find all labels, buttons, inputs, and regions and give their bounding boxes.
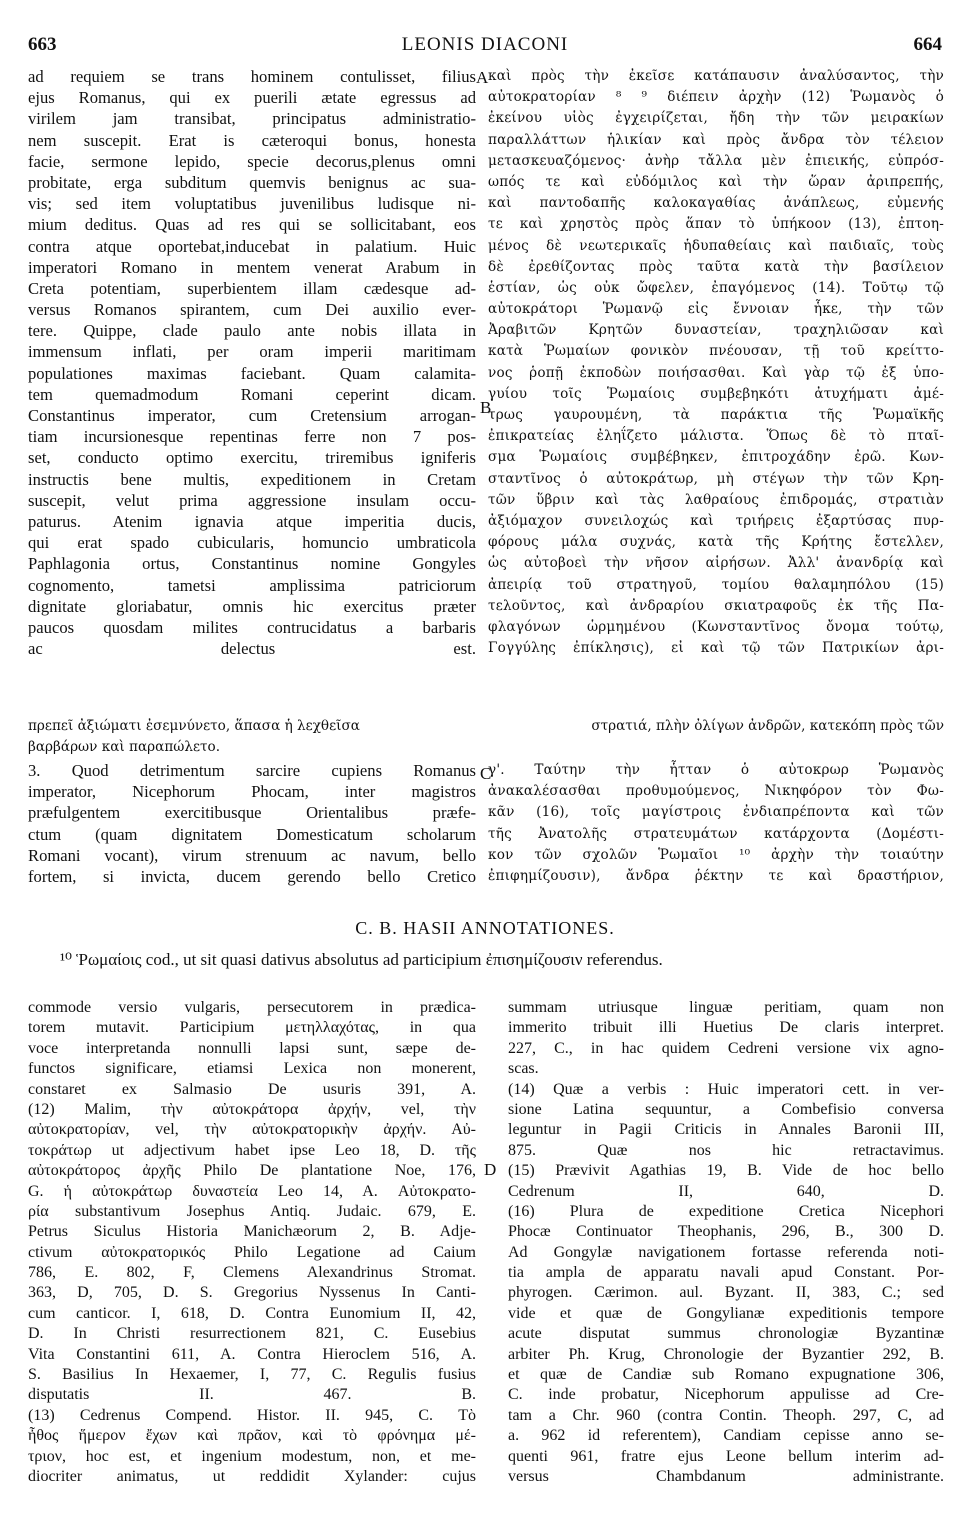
- greek-line: φλαγόνων ὡρμημένου (Κωνσταντῖνος ὄνομα τούτῳ,: [488, 618, 944, 635]
- latin-line: dignitate gloriabatur, omnis hic exercitus præter: [28, 596, 476, 616]
- latin-line: populationes maximas faciebant. Quam calamita-: [28, 363, 476, 383]
- annotation-line: Cedrenum II, 640, D.: [508, 1182, 944, 1200]
- latin-line: mium deditus. Quas ad res qui se sollicitabant, eos: [28, 215, 476, 235]
- greek-line: μετασκευαζόμενος· ἀνὴρ τἄλλα μὲν ἐπιεικής, εὐπρόσ-: [488, 152, 944, 169]
- margin-letter-c: C: [480, 764, 492, 783]
- annotation-line: (13) Cedrenus Compend. Histor. II. 945, C. Τὸ: [28, 1406, 476, 1424]
- greek-line: γυίου τοῖς Ῥωμαίοις συμβεβηκότι ἀτυχήματι ἀμέ-: [488, 385, 944, 402]
- latin-line: paucos quosdam milites contrucidatus a barbaris: [28, 617, 476, 637]
- page-header: [28, 32, 942, 58]
- greek-line: ὡς αὐτοβοεὶ τὴν νῆσον αἱρήσων. Ἀλλ' ἀνανδρίᾳ καὶ: [488, 555, 944, 572]
- annotation-line: a. 962 id referentem), Candiam cepisse anno se-: [508, 1427, 944, 1445]
- latin-column-section-3: [28, 760, 476, 887]
- annotation-line: torem mutavit. Participium μετηλλαχότας, in qua: [28, 1019, 476, 1037]
- annotation-line: ρία substantivum Josephus Antiq. Judaic. 679, E.: [28, 1202, 476, 1220]
- margin-letter-a: A: [476, 68, 489, 87]
- greek-line: τελοῦντος, καὶ ἀνδραρίου σκιατραφοῦς ἐκ τῆς Πα-: [488, 597, 944, 614]
- annotations-heading: C. B. HASII ANNOTATIONES.: [355, 918, 615, 938]
- annotation-line: cum canticor. I, 618, D. Contra Eunomium II, 42,: [28, 1304, 476, 1322]
- latin-line: cognomento, tametsi amplissima patriciorum: [28, 575, 476, 595]
- latin-line: vis; sed item voluptatibus juvenilibus ludisque ni-: [28, 194, 476, 214]
- annotation-line: quenti 961, fratre ejus Leone bellum interim ad-: [508, 1447, 944, 1465]
- latin-line: imperator, Nicephorum Phocam, inter magistros: [28, 782, 476, 802]
- greek-line: αὐτοκρατορίαν ⁸ ⁹ διέπειν ἀρχὴν (12) Ῥωμανὸς ὁ: [488, 89, 944, 106]
- annotation-line: sione Latina sequuntur, a Combefisio conversa: [508, 1100, 944, 1118]
- annotation-line: Vita Constantini 611, A. Contra Hieroclem 516, A.: [28, 1345, 476, 1363]
- annotation-line: 786, E. 802, F, Clemens Alexandrinus Stromat.: [28, 1264, 476, 1282]
- annotation-line: scas.: [508, 1060, 539, 1078]
- greek-column: [488, 66, 944, 659]
- latin-line: ctum (quam dignitatem Domesticatum scholarum: [28, 824, 476, 844]
- annotation-line: τοκράτωρ ut adjectivum habet ipse Leo 18, D. τῆς: [28, 1141, 476, 1159]
- annotation-line: leguntur in Pagii Criticis in Annales Baronii III,: [508, 1121, 944, 1139]
- left-page-number: 663: [28, 34, 57, 55]
- annotation-line: immerito tribuit illi Huetius De claris interpret.: [508, 1019, 944, 1037]
- greek-full-width-block: [28, 716, 944, 758]
- greek-line: δὲ ἐρεθίζοντας πρὸς ταῦτα κατὰ τὴν βασίλειον: [488, 258, 944, 275]
- latin-line: Romani vocant), virum strenuum ac navum, bello: [28, 845, 476, 865]
- annotation-line: Phocæ Continuator Theophanis, 296, B., 300 D.: [508, 1223, 944, 1241]
- latin-line: fortem, si invicta, ducem gerendo bello Cretico: [28, 866, 476, 886]
- latin-line: ac delectus est.: [28, 639, 476, 659]
- greek-line: τρως γαυρουμένη, τὰ παράκτια τῆς Ῥωμαϊκῆς: [488, 407, 944, 423]
- latin-line: Paphlagonia ortus, Constantinus nomine Gongyles: [28, 554, 476, 574]
- annotation-line: τριον, hoc est, et ingenium modestum, non, et me-: [28, 1447, 476, 1465]
- annotation-line: arbiter Ph. Krug, Chronologie der Byzantier 292, B.: [508, 1345, 944, 1363]
- latin-line: probitate, erga subditum quemvis benignus ac sua-: [28, 172, 476, 192]
- annotation-line: functos significare, etiamsi Lexica non monerent,: [28, 1060, 476, 1078]
- latin-line: tere. Quippe, clade paulo ante nobis illata in: [28, 321, 476, 341]
- greek-line: τε καὶ χρηστὸς πρὸς ἅπαν τὸ ὑπήκοον (13), ἐπτοη-: [488, 216, 944, 233]
- annotation-line: (12) Malim, τὴν αὐτοκράτορα ἀρχήν, vel, τὴν: [28, 1100, 476, 1118]
- annotation-line: (15) Prævivit Agathias 19, B. Vide de hoc bello: [508, 1162, 944, 1180]
- annotation-line: diocriter animatus, ut reddidit Xylander: cujus: [28, 1467, 476, 1485]
- annotation-line: 227, C., in hac quidem Cedreni versione vix agno-: [508, 1039, 944, 1057]
- greek-full-line-left: βαρβάρων καὶ παραπώλετο.: [28, 739, 221, 756]
- annotation-line: 363, D, 705, D. S. Gregorius Nyssenus In Canti-: [28, 1284, 476, 1302]
- greek-line: καὶ πρὸς τὴν ἐκεῖσε κατάπαυσιν ἀναλύσαντος, τὴν: [488, 68, 944, 84]
- latin-line: suscepit, velut prima aggressione insulam occu-: [28, 490, 476, 510]
- greek-line: γ'. Ταύτην τὴν ἧτταν ὁ αὐτοκρωρ Ῥωμανὸς: [488, 762, 944, 778]
- latin-line: tiam incursionesque repentinas ferre non 7 pos-: [28, 427, 476, 447]
- annotation-line: disputatis II. 467. B.: [28, 1386, 476, 1404]
- greek-line: ἐκείνου υἱὸς ἐγχειρίζεται, ἤδη τὴν τῶν μειρακίων: [488, 110, 944, 127]
- latin-line: nem suscepit. Erat is cæteroqui bonus, honesta: [28, 130, 476, 150]
- annotation-line: ἦθος ἥμερον ἔχων καὶ πρᾶον, καὶ τὸ φρόνημα μέ-: [28, 1427, 476, 1445]
- greek-line: σταντῖνος ὁ αὐτοκράτωρ, μὴ στέγων τὴν τῶν Κρη-: [488, 470, 944, 487]
- greek-line: τῆς Ἀνατολῆς στρατευμάτων κατάρχοντα (Δομέστι-: [488, 825, 944, 842]
- latin-line: virilem jam transibat, principatus administratio-: [28, 109, 476, 129]
- greek-line: μένος δὲ νεωτερικαῖς ἡδυπαθείαις καὶ παιδιαῖς, τοὺς: [488, 237, 944, 254]
- annotation-line: Ad Gongylæ navigationem fortasse referenda noti-: [508, 1243, 944, 1261]
- annotation-line: D. In Christi resurrectionem 821, C. Eusebius: [28, 1325, 476, 1343]
- greek-full-line: [28, 716, 944, 737]
- greek-line: Γογγύλης ἐπίκλησις), εἰ καὶ τῷ τῶν Πατρικίων ἀρι-: [488, 640, 944, 657]
- greek-line: Ἀραβιτῶν Κρητῶν δυναστείαν, τραχηλιῶσαν καὶ: [488, 322, 944, 339]
- greek-line: ωπός τε καὶ εὐδόμιλος καὶ τὴν ὥραν ἀριπρεπής,: [488, 173, 944, 190]
- greek-line: φόρους μάλα συχνάς, κατὰ τῆς Κρήτης ἔστελλεν,: [488, 534, 944, 551]
- greek-line: καὶ παντοδαπῆς καλοκαγαθίας ἀνάπλεως, εὐμενής: [488, 195, 944, 212]
- greek-line: κον τῶν σχολῶν Ῥωμαῖοι ¹⁰ ἀρχὴν τὴν τοιαύτην: [488, 846, 944, 863]
- annotation-line: Petrus Siculus Historia Manichæorum 2, B. Adje-: [28, 1223, 476, 1241]
- greek-line: αὐτοκράτορι Ῥωμανῷ εἰς ἔννοιαν ἧκε, τὴν τῶν: [488, 301, 944, 318]
- footnote-10: ¹⁰ Ῥωμαίοις cod., ut sit quasi dativus absolutus ad participium ἐπισημίζουσιν referendus.: [60, 950, 663, 969]
- greek-line: ἐπικρατείας ἐληΐζετο μάλιστα. Ὅπως δὲ τὸ πταῖ-: [488, 428, 944, 445]
- latin-line: instructis bene multis, expeditionem in Cretam: [28, 469, 476, 489]
- annotation-line: summam utriusque linguæ peritiam, quam non: [508, 999, 944, 1016]
- latin-line: Constantinus imperator, cum Cretensium arrogan-: [28, 406, 476, 425]
- greek-line: ἐπιφημίζουσιν), ἄνδρα ῥέκτην τε καὶ δραστήριον,: [488, 867, 944, 884]
- annotation-line: commode versio vulgaris, persecutorem in prædica-: [28, 999, 476, 1016]
- annotation-line: C. inde probatur, Nicephorum appulisse ad Cre-: [508, 1386, 944, 1404]
- latin-line: tem quemadmodum Romani ceperint dicam.: [28, 384, 476, 404]
- annotation-line: 875. Quæ nos hic retractavimus.: [508, 1141, 944, 1159]
- greek-line: νος ῥοπῇ ἐκποδὼν ποιήσασθαι. Καὶ γὰρ τῷ ἐξ ὑπο-: [488, 364, 944, 381]
- annotation-line: αὐτοκράτορος ἀρχῆς Philo De plantatione Noe, 176,: [28, 1162, 476, 1180]
- greek-line: τῶν ὕβριν καὶ τὰς λαθραίους ἐπιδρομάς, στρατιὰν: [488, 491, 944, 508]
- annotation-line: αὐτοκρατορίαν, vel, τὴν αὐτοκρατορικὴν ἀρχήν. Αὐ-: [28, 1121, 476, 1139]
- annotation-line: S. Basilius In Hexaemer, I, 77, C. Regulis fusius: [28, 1366, 476, 1384]
- latin-line: ad requiem se trans hominem contulisset, filius: [28, 67, 476, 86]
- annotations-left-column: [28, 998, 476, 1487]
- annotation-line: G. ἡ αὐτοκράτωρ δυναστεία Leo 14, A. Αὐτοκρατο-: [28, 1182, 476, 1200]
- latin-line: paturus. Atenim ignavia atque imperitia ducis,: [28, 511, 476, 531]
- latin-line: qui erat spado cubicularis, homuncio umbraticola: [28, 533, 476, 553]
- greek-full-line-left: πρεπεῖ ἀξιώματι ἐσεμνύνετο, ἅπασα ἡ λεχθεῖσα: [28, 718, 360, 734]
- latin-line: imperatori Romano in mentem venerat Arabum in: [28, 257, 476, 277]
- latin-line: immensum inflati, per oram imperii maritimam: [28, 342, 476, 362]
- greek-column-section-3: [488, 760, 944, 887]
- latin-column: [28, 66, 476, 659]
- latin-line: facie, sermone lepido, specie decorus,plenus omni: [28, 151, 476, 171]
- latin-line: Creta potentiam, superbientem illam cædesque ad-: [28, 278, 476, 298]
- latin-line: præfulgentem exercitibusque Orientalibus præfe-: [28, 803, 476, 823]
- latin-line: versus Romanos spirantem, cum Dei auxilio ever-: [28, 300, 476, 320]
- annotation-line: acute disputat summus chronologiæ Byzantinæ: [508, 1325, 944, 1343]
- latin-line: ejus Romanus, qui ex puerili ætate egressus ad: [28, 88, 476, 108]
- greek-line: σμα Ῥωμαίοις συμβέβηκεν, ἐπιτροχάδην ἐρῶ. Κων-: [488, 449, 944, 466]
- greek-line: ἑστίαν, ὡς οὐκ ὤφελεν, ἐπαγόμενος (14). Τοῦτῳ τῷ: [488, 279, 944, 296]
- greek-full-line-right: στρατιά, πλὴν ὀλίγων ἀνδρῶν, κατεκόπη πρὸς τῶν: [591, 718, 944, 734]
- margin-letter-b: B: [480, 398, 492, 417]
- running-title: LEONIS DIACONI: [401, 34, 569, 55]
- annotations-right-column: [508, 998, 944, 1487]
- annotation-line: tia ampla de apparatu navali apud Constant. Por-: [508, 1264, 944, 1282]
- annotation-line: versus Chambdanum administrante.: [508, 1467, 944, 1485]
- annotation-line: vide et quæ de Gongylianæ expeditionis tempore: [508, 1304, 944, 1322]
- greek-line: ἀνακαλέσασθαι προθυμούμενος, Νικηφόρον τὸν Φω-: [488, 783, 944, 800]
- greek-line: κᾶν (16), τοῖς μαγίστροις ἐνδιαπρέποντα καὶ τῶν: [488, 804, 944, 821]
- greek-line: παραλλάττων ἡλικίαν καὶ πρὸς ἄνδρα τὸν τέλειον: [488, 131, 944, 148]
- annotation-line: constaret ex Salmasio De usuris 391, A.: [28, 1080, 476, 1098]
- latin-line: contra atque oportebat,inducebat in palatium. Huic: [28, 236, 476, 256]
- annotation-line: (16) Plura de expeditione Cretica Nicephori: [508, 1202, 944, 1220]
- annotation-line: phyrogen. Cærimon. aul. Byzant. II, 383, C.; sed: [508, 1284, 944, 1302]
- annotation-line: ctivum αὐτοκρατορικός Philo Legatione ad Caium: [28, 1243, 476, 1261]
- latin-line: 3. Quod detrimentum sarcire cupiens Romanus: [28, 761, 476, 780]
- annotation-line: voce interpretanda nonnulli lapsi sunt, sæpe de-: [28, 1039, 476, 1057]
- margin-letter-d: D: [484, 1160, 497, 1179]
- greek-line: ἀξιόμαχον συνειλοχώς καὶ τριήρεις ἐξαρτύσας πυρ-: [488, 512, 944, 529]
- greek-line: ἀπειρίᾳ τοῦ στρατηγοῦ, τομίου θαλαμηπόλου (15): [488, 576, 944, 593]
- annotation-line: (14) Quæ a verbis : Huic imperatori cett. in ver-: [508, 1080, 944, 1098]
- right-page-number: 664: [913, 34, 942, 55]
- annotation-line: tam a Chr. 960 (contra Contin. Theoph. 297, C, ad: [508, 1406, 944, 1424]
- latin-line: set, conducto optimo exercitu, triremibus igniferis: [28, 448, 476, 468]
- greek-line: κατὰ Ῥωμαίων φονικὸν πνέουσαν, τῇ τοῦ κρείττο-: [488, 343, 944, 360]
- annotation-line: et quæ de Candiæ sub Romano expugnatione 306,: [508, 1366, 944, 1384]
- greek-full-line: [28, 737, 944, 758]
